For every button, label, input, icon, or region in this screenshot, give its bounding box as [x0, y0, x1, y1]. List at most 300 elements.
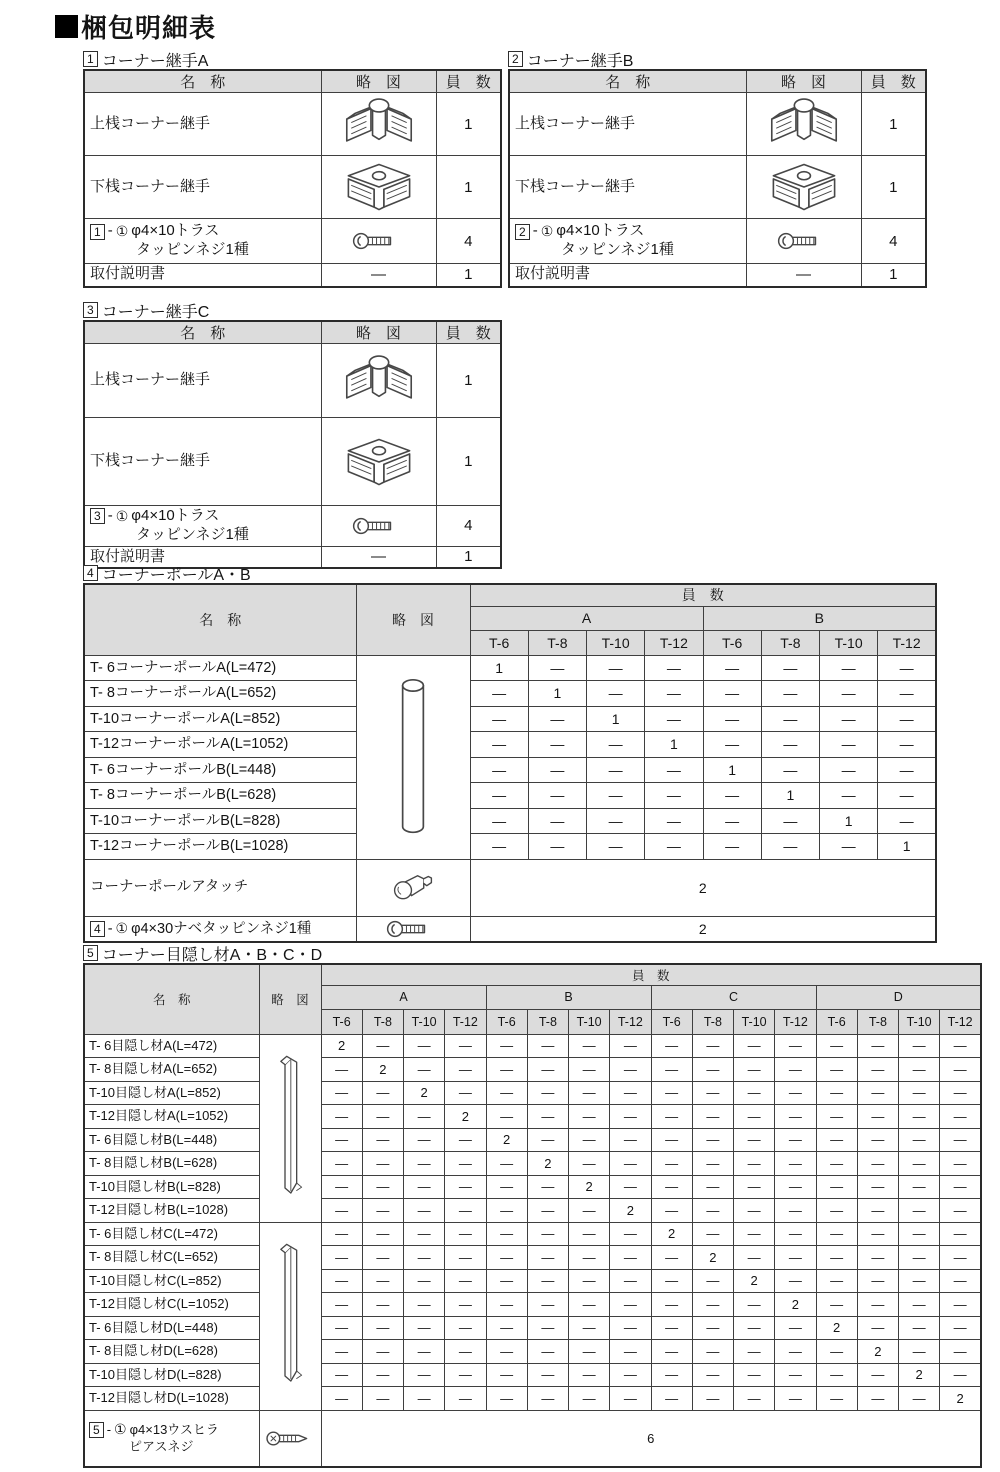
caption-text: コーナー継手C — [101, 303, 210, 321]
qty-cell: — — [878, 706, 936, 732]
qty-cell: — — [899, 1105, 940, 1129]
qty-cell: — — [527, 1340, 568, 1364]
qty-cell: — — [362, 1199, 403, 1223]
qty-cell: — — [692, 1081, 733, 1105]
qty-cell: — — [899, 1199, 940, 1223]
qty-cell: — — [692, 1058, 733, 1082]
pole-icon — [357, 673, 470, 841]
table-holder-corner-joint-a — [83, 69, 502, 288]
part-name: T-12コーナーポールB(L=1028) — [84, 834, 356, 860]
qty-cell: — — [775, 1316, 816, 1340]
qty-cell: — — [587, 757, 645, 783]
sketch-cell — [746, 219, 861, 264]
group-header-c: C — [651, 985, 816, 1009]
qty-cell: — — [569, 1199, 610, 1223]
qty-cell: — — [692, 1152, 733, 1176]
qty-cell: — — [445, 1340, 486, 1364]
part-name: 取付説明書 — [509, 264, 746, 287]
qty-cell: 1 — [587, 706, 645, 732]
caption-corner-joint-c — [83, 301, 502, 319]
qty-cell: — — [857, 1199, 898, 1223]
sketch-cell — [321, 156, 436, 219]
qty-cell: — — [445, 1316, 486, 1340]
qty-cell: 2 — [321, 1034, 362, 1058]
qty-cell: — — [816, 1222, 857, 1246]
part-name: T-10目隠し材D(L=828) — [84, 1363, 259, 1387]
qty-cell: — — [857, 1128, 898, 1152]
table-row — [84, 1410, 981, 1467]
qty-cell: — — [816, 1105, 857, 1129]
part-name: T- 8目隠し材C(L=652) — [84, 1246, 259, 1270]
qty-cell: — — [899, 1175, 940, 1199]
corner-joint-lower-icon — [322, 158, 436, 216]
qty-cell: 2 — [470, 859, 936, 916]
qty-cell: — — [362, 1175, 403, 1199]
qty-cell: — — [528, 783, 586, 809]
qty-cell: — — [734, 1128, 775, 1152]
qty-cell: — — [645, 808, 703, 834]
qty-cell: — — [761, 655, 819, 681]
part-name: T-12目隠し材D(L=1028) — [84, 1387, 259, 1411]
qty-cell: — — [610, 1340, 651, 1364]
table-row — [509, 93, 926, 156]
table-row — [84, 156, 501, 219]
qty-cell: — — [940, 1128, 981, 1152]
table-row — [84, 1363, 981, 1387]
qty-cell: — — [734, 1387, 775, 1411]
qty-cell: — — [321, 1081, 362, 1105]
qty-cell: — — [692, 1034, 733, 1058]
qty-cell: — — [651, 1316, 692, 1340]
qty-cell: — — [899, 1316, 940, 1340]
qty-cell: — — [816, 1246, 857, 1270]
sketch-cell — [259, 1222, 321, 1410]
qty-cell: — — [528, 655, 586, 681]
qty-cell: — — [878, 655, 936, 681]
part-name-line2: タッピンネジ1種 — [136, 241, 249, 258]
qty-cell: — — [651, 1363, 692, 1387]
table-row — [84, 1222, 981, 1246]
sketch-cell — [321, 264, 436, 287]
size-header-t-8: T-8 — [527, 1009, 568, 1034]
qty-cell: — — [587, 783, 645, 809]
table-holder-corner-joint-b — [508, 69, 927, 288]
qty-cell: — — [816, 1081, 857, 1105]
qty-cell: — — [527, 1034, 568, 1058]
size-header-t-10: T-10 — [734, 1009, 775, 1034]
qty-cell: 1 — [436, 418, 501, 506]
qty-cell: — — [692, 1199, 733, 1223]
part-name: T- 6目隠し材C(L=472) — [84, 1222, 259, 1246]
qty-cell: — — [761, 757, 819, 783]
sketch-cell — [356, 655, 470, 859]
qty-cell: — — [899, 1034, 940, 1058]
ref-number-box: 5 — [83, 945, 98, 961]
size-header-t-6: T-6 — [703, 630, 761, 655]
qty-cell: — — [404, 1058, 445, 1082]
col-header-sketch: 略 図 — [321, 321, 436, 344]
table-row — [84, 834, 936, 860]
qty-cell: — — [703, 655, 761, 681]
col-header-sketch: 略 図 — [321, 70, 436, 93]
qty-cell: — — [404, 1340, 445, 1364]
qty-cell: — — [692, 1269, 733, 1293]
qty-cell: — — [734, 1293, 775, 1317]
table-row — [84, 1199, 981, 1223]
qty-cell: — — [610, 1363, 651, 1387]
col-header-qty: 員 数 — [861, 70, 926, 93]
qty-cell: — — [940, 1105, 981, 1129]
qty-cell: — — [610, 1128, 651, 1152]
qty-cell: 1 — [703, 757, 761, 783]
qty-cell: 1 — [645, 732, 703, 758]
qty-cell: 2 — [775, 1293, 816, 1317]
part-name: T-10目隠し材A(L=852) — [84, 1081, 259, 1105]
qty-cell: 2 — [445, 1105, 486, 1129]
table-row — [84, 757, 936, 783]
qty-cell: — — [445, 1199, 486, 1223]
qty-cell: — — [775, 1387, 816, 1411]
qty-cell: — — [527, 1128, 568, 1152]
qty-cell: — — [486, 1222, 527, 1246]
qty-cell: 1 — [436, 546, 501, 568]
qty-cell: — — [362, 1340, 403, 1364]
qty-cell: — — [445, 1128, 486, 1152]
qty-cell: — — [404, 1152, 445, 1176]
qty-cell: — — [775, 1222, 816, 1246]
qty-cell: — — [651, 1199, 692, 1223]
table-row — [84, 1034, 981, 1058]
qty-cell: — — [940, 1222, 981, 1246]
col-header-sketch: 略 図 — [746, 70, 861, 93]
qty-cell: — — [445, 1269, 486, 1293]
qty-cell: — — [486, 1058, 527, 1082]
table-row — [84, 1387, 981, 1411]
qty-cell: — — [528, 732, 586, 758]
qty-cell: — — [940, 1152, 981, 1176]
qty-cell: — — [899, 1128, 940, 1152]
size-header-t-10: T-10 — [404, 1009, 445, 1034]
qty-cell: — — [362, 1152, 403, 1176]
qty-cell: — — [857, 1363, 898, 1387]
part-name: T- 6目隠し材B(L=448) — [84, 1128, 259, 1152]
qty-cell: 1 — [470, 655, 528, 681]
qty-cell: — — [857, 1246, 898, 1270]
caption-corner-joint-a — [83, 50, 502, 68]
qty-cell: — — [734, 1340, 775, 1364]
col-header-name: 名 称 — [84, 321, 321, 344]
size-header-t-8: T-8 — [857, 1009, 898, 1034]
qty-cell: — — [321, 1128, 362, 1152]
part-name: T-12目隠し材A(L=1052) — [84, 1105, 259, 1129]
qty-cell: — — [899, 1246, 940, 1270]
qty-cell: — — [651, 1034, 692, 1058]
qty-cell: 2 — [651, 1222, 692, 1246]
table-corner-joint-c — [83, 320, 502, 569]
part-name: 下桟コーナー継手 — [84, 418, 321, 506]
qty-cell: — — [587, 655, 645, 681]
qty-cell: — — [775, 1363, 816, 1387]
qty-cell: — — [761, 808, 819, 834]
qty-cell: 4 — [861, 219, 926, 264]
qty-cell: 2 — [734, 1269, 775, 1293]
table-row — [509, 264, 926, 287]
qty-cell: — — [362, 1316, 403, 1340]
table-row — [84, 344, 501, 418]
qty-cell: 4 — [436, 219, 501, 264]
qty-cell: — — [362, 1387, 403, 1411]
qty-cell: — — [857, 1058, 898, 1082]
qty-cell: — — [761, 834, 819, 860]
qty-cell: — — [569, 1034, 610, 1058]
screw-truss-icon — [322, 231, 436, 251]
qty-cell: — — [404, 1175, 445, 1199]
qty-cell: 1 — [528, 681, 586, 707]
table-corner-joint-b — [508, 69, 927, 288]
group-header-a: A — [470, 606, 703, 630]
part-name-line1: φ4×10トラス — [556, 222, 645, 240]
size-header-t-12: T-12 — [445, 1009, 486, 1034]
qty-cell: — — [820, 732, 878, 758]
qty-cell: — — [820, 834, 878, 860]
qty-cell: — — [362, 1269, 403, 1293]
qty-cell: — — [734, 1081, 775, 1105]
size-header-t-8: T-8 — [528, 630, 586, 655]
ref-number-box: 3 — [90, 508, 105, 524]
qty-cell: — — [899, 1387, 940, 1411]
qty-cell: — — [775, 1269, 816, 1293]
qty-cell: — — [775, 1058, 816, 1082]
size-header-t-8: T-8 — [362, 1009, 403, 1034]
screw-pierce-icon — [260, 1429, 321, 1448]
ref-number-box: 2 — [515, 224, 530, 240]
qty-cell: 1 — [436, 93, 501, 156]
part-name — [84, 1410, 259, 1467]
table-row — [84, 1081, 981, 1105]
table-row — [84, 506, 501, 547]
table-row — [84, 859, 936, 916]
qty-cell: — — [940, 1340, 981, 1364]
sketch-cell — [321, 344, 436, 418]
qty-cell: — — [569, 1105, 610, 1129]
table-corner-joint-a — [83, 69, 502, 288]
part-name-line1: φ4×10トラス — [131, 507, 220, 524]
qty-cell: — — [899, 1058, 940, 1082]
qty-cell: — — [816, 1152, 857, 1176]
qty-cell: — — [816, 1387, 857, 1411]
qty-cell: — — [445, 1058, 486, 1082]
qty-cell: — — [703, 783, 761, 809]
qty-cell: 2 — [692, 1246, 733, 1270]
qty-cell: — — [445, 1387, 486, 1411]
qty-cell: — — [761, 681, 819, 707]
qty-cell: — — [651, 1387, 692, 1411]
qty-cell: — — [857, 1081, 898, 1105]
part-name: T- 8目隠し材D(L=628) — [84, 1340, 259, 1364]
section-corner-joint-b — [508, 50, 927, 288]
qty-cell: — — [816, 1034, 857, 1058]
section-corner-blind — [83, 944, 982, 1468]
qty-cell: — — [645, 834, 703, 860]
qty-cell: — — [816, 1363, 857, 1387]
size-header-t-12: T-12 — [775, 1009, 816, 1034]
qty-cell: — — [404, 1387, 445, 1411]
table-row — [84, 916, 936, 942]
qty-cell: — — [775, 1199, 816, 1223]
qty-cell: — — [486, 1363, 527, 1387]
qty-cell: — — [775, 1340, 816, 1364]
qty-cell: — — [610, 1034, 651, 1058]
qty-cell: — — [527, 1363, 568, 1387]
qty-cell: — — [645, 681, 703, 707]
table-row — [84, 1293, 981, 1317]
corner-joint-upper-icon — [322, 352, 436, 410]
qty-cell: — — [816, 1199, 857, 1223]
hyphen: - — [107, 507, 113, 524]
ref-number-box: 4 — [90, 921, 105, 937]
qty-cell: — — [857, 1387, 898, 1411]
qty-cell: — — [404, 1316, 445, 1340]
square-bullet-icon — [55, 15, 78, 38]
part-name — [84, 219, 321, 264]
ref-number-box: 4 — [83, 565, 98, 581]
qty-cell: — — [486, 1175, 527, 1199]
size-header-t-10: T-10 — [899, 1009, 940, 1034]
qty-cell: — — [878, 783, 936, 809]
qty-cell: — — [734, 1222, 775, 1246]
qty-cell: — — [692, 1387, 733, 1411]
table-row — [84, 706, 936, 732]
screw-truss-icon — [747, 231, 861, 251]
qty-cell: — — [645, 655, 703, 681]
part-name — [84, 916, 356, 942]
qty-cell: — — [404, 1128, 445, 1152]
qty-cell: — — [486, 1387, 527, 1411]
qty-cell: — — [527, 1199, 568, 1223]
col-header-name: 名 称 — [84, 70, 321, 93]
col-header-name: 名 称 — [84, 584, 356, 655]
qty-cell: — — [775, 1081, 816, 1105]
table-row — [509, 219, 926, 264]
size-header-t-6: T-6 — [486, 1009, 527, 1034]
qty-cell: — — [569, 1269, 610, 1293]
sketch-cell — [321, 93, 436, 156]
qty-cell: — — [651, 1269, 692, 1293]
qty-cell: — — [527, 1105, 568, 1129]
qty-cell: — — [775, 1152, 816, 1176]
size-header-t-6: T-6 — [816, 1009, 857, 1034]
table-row — [84, 1105, 981, 1129]
qty-cell: — — [610, 1105, 651, 1129]
part-name: T-10コーナーポールB(L=828) — [84, 808, 356, 834]
hyphen: - — [107, 222, 113, 240]
part-name — [84, 506, 321, 547]
part-name: T-10目隠し材C(L=852) — [84, 1269, 259, 1293]
qty-cell: 1 — [861, 264, 926, 287]
qty-cell: — — [734, 1175, 775, 1199]
qty-cell: — — [486, 1340, 527, 1364]
qty-cell: — — [878, 808, 936, 834]
section-corner-pole — [83, 564, 937, 943]
part-name: T- 8目隠し材A(L=652) — [84, 1058, 259, 1082]
qty-cell: — — [761, 706, 819, 732]
table-row — [84, 219, 501, 264]
qty-cell: — — [569, 1293, 610, 1317]
corner-joint-upper-icon — [322, 95, 436, 153]
qty-cell: — — [899, 1081, 940, 1105]
part-name: T- 8目隠し材B(L=628) — [84, 1152, 259, 1176]
qty-cell: — — [940, 1246, 981, 1270]
table-row — [84, 1058, 981, 1082]
screw-truss-icon — [322, 516, 436, 536]
qty-cell: — — [321, 1363, 362, 1387]
qty-cell: 2 — [470, 916, 936, 942]
table-holder-corner-blind — [83, 963, 982, 1468]
qty-cell: — — [486, 1316, 527, 1340]
qty-cell: — — [734, 1034, 775, 1058]
qty-cell: — — [569, 1387, 610, 1411]
table-row — [84, 93, 501, 156]
size-header-t-12: T-12 — [645, 630, 703, 655]
col-header-qty: 員 数 — [321, 964, 981, 985]
col-header-qty: 員 数 — [436, 70, 501, 93]
qty-cell: — — [445, 1246, 486, 1270]
qty-cell: — — [940, 1058, 981, 1082]
qty-cell: — — [940, 1081, 981, 1105]
dash-placeholder: — — [371, 266, 386, 284]
size-header-t-12: T-12 — [940, 1009, 981, 1034]
qty-cell: — — [486, 1246, 527, 1270]
screw-pan-icon — [357, 919, 470, 939]
corner-joint-lower-icon — [747, 158, 861, 216]
qty-cell: 2 — [899, 1363, 940, 1387]
qty-cell: 2 — [816, 1316, 857, 1340]
col-header-qty: 員 数 — [470, 584, 936, 606]
qty-cell: — — [321, 1293, 362, 1317]
qty-cell: — — [651, 1293, 692, 1317]
qty-cell: — — [610, 1269, 651, 1293]
qty-cell: — — [610, 1316, 651, 1340]
qty-cell: — — [527, 1175, 568, 1199]
qty-cell: — — [610, 1175, 651, 1199]
qty-cell: — — [470, 706, 528, 732]
qty-cell: — — [404, 1246, 445, 1270]
qty-cell: — — [940, 1175, 981, 1199]
qty-cell: — — [527, 1081, 568, 1105]
ref-number-box: 3 — [83, 302, 98, 318]
part-name: T- 6目隠し材D(L=448) — [84, 1316, 259, 1340]
circled-number: ① — [115, 222, 129, 239]
qty-cell: — — [527, 1316, 568, 1340]
qty-cell: — — [734, 1058, 775, 1082]
group-header-b: B — [703, 606, 936, 630]
qty-cell: 6 — [321, 1410, 981, 1467]
table-row — [84, 732, 936, 758]
qty-cell: — — [857, 1222, 898, 1246]
qty-cell: 1 — [436, 344, 501, 418]
part-name: T-12目隠し材B(L=1028) — [84, 1199, 259, 1223]
size-header-t-12: T-12 — [610, 1009, 651, 1034]
qty-cell: — — [445, 1034, 486, 1058]
qty-cell: — — [857, 1105, 898, 1129]
part-name: T-12コーナーポールA(L=1052) — [84, 732, 356, 758]
qty-cell: — — [587, 834, 645, 860]
qty-cell: — — [820, 655, 878, 681]
qty-cell: — — [362, 1363, 403, 1387]
qty-cell: — — [775, 1175, 816, 1199]
qty-cell: — — [820, 706, 878, 732]
qty-cell: — — [404, 1105, 445, 1129]
